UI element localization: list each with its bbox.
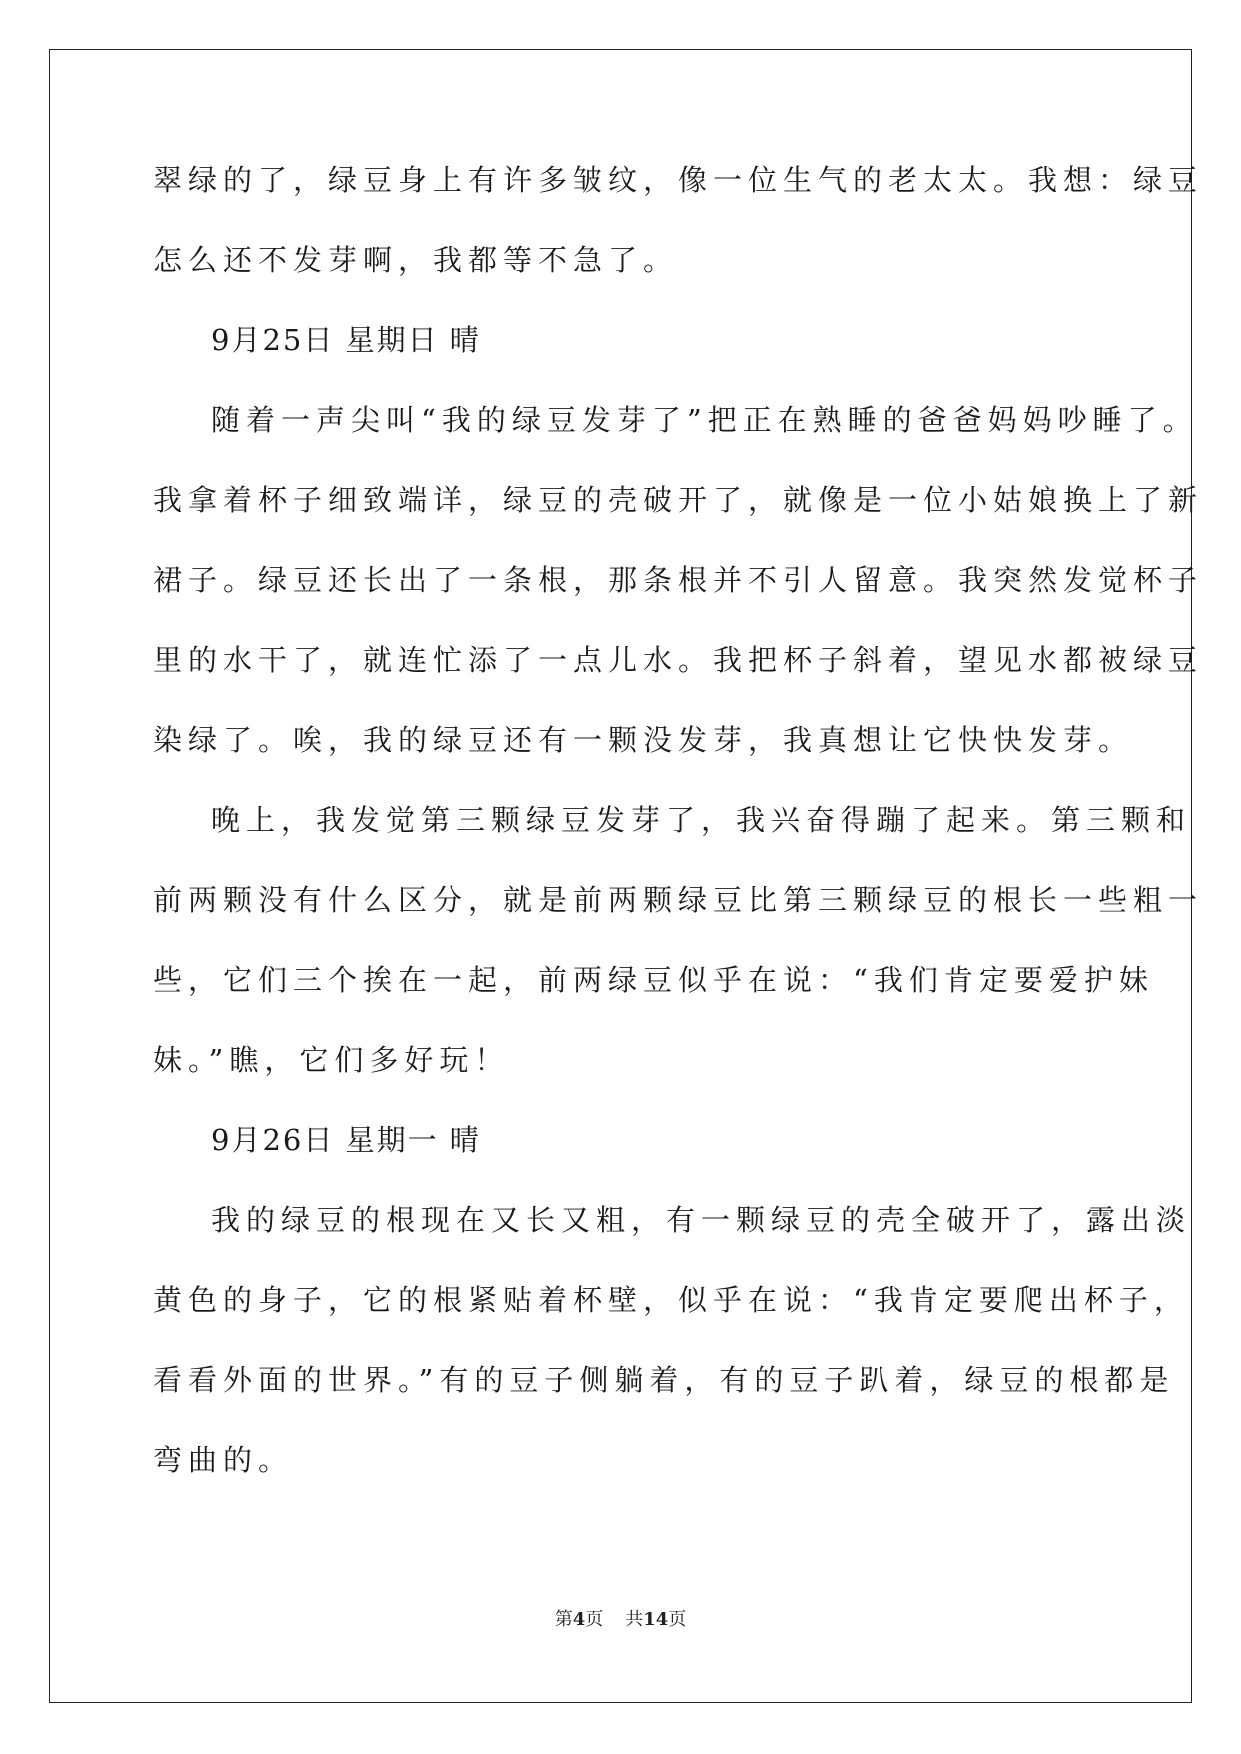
text-line: 妹。”瞧，它们多好玩！ bbox=[153, 1043, 510, 1077]
text-line: 前两颗没有什么区分，就是前两颗绿豆比第三颗绿豆的根长一些粗一 bbox=[153, 883, 1204, 917]
diary-date-heading: 9月25日 星期日 晴 bbox=[211, 323, 481, 357]
text-line: 翠绿的了，绿豆身上有许多皱纹，像一位生气的老太太。我想：绿豆 bbox=[153, 163, 1204, 197]
page-footer bbox=[0, 1609, 1241, 1631]
text-line: 里的水干了，就连忙添了一点儿水。我把杯子斜着，望见水都被绿豆 bbox=[153, 643, 1204, 677]
text-line: 裙子。绿豆还长出了一条根，那条根并不引人留意。我突然发觉杯子 bbox=[153, 563, 1204, 597]
text-line: 看看外面的世界。”有的豆子侧躺着，有的豆子趴着，绿豆的根都是 bbox=[153, 1363, 1175, 1397]
current-page-number: 4 bbox=[572, 1609, 586, 1630]
text-line: 黄色的身子，它的根紧贴着杯壁，似乎在说：“我肯定要爬出杯子， bbox=[153, 1283, 1189, 1317]
text-line: 染绿了。唉，我的绿豆还有一颗没发芽，我真想让它快快发芽。 bbox=[153, 723, 1134, 757]
total-pages-prefix: 共 bbox=[625, 1609, 644, 1630]
text-line: 晚上，我发觉第三颗绿豆发芽了，我兴奋得蹦了起来。第三颗和 bbox=[211, 803, 1192, 837]
page-number-unit: 页 bbox=[585, 1609, 604, 1630]
text-line: 我拿着杯子细致端详，绿豆的壳破开了，就像是一位小姑娘换上了新 bbox=[153, 483, 1204, 517]
text-line: 些，它们三个挨在一起，前两绿豆似乎在说：“我们肯定要爱护妹 bbox=[153, 963, 1154, 997]
diary-date-heading: 9月26日 星期一 晴 bbox=[211, 1123, 481, 1157]
text-line: 我的绿豆的根现在又长又粗，有一颗绿豆的壳全破开了，露出淡 bbox=[211, 1203, 1192, 1237]
text-line: 随着一声尖叫“我的绿豆发芽了”把正在熟睡的爸爸妈妈吵睡了。 bbox=[211, 403, 1198, 437]
text-line: 弯曲的。 bbox=[153, 1443, 294, 1477]
total-pages-unit: 页 bbox=[668, 1609, 687, 1630]
text-line: 怎么还不发芽啊，我都等不急了。 bbox=[153, 243, 679, 277]
page-number-prefix: 第 bbox=[554, 1609, 573, 1630]
total-page-count: 14 bbox=[643, 1609, 669, 1630]
